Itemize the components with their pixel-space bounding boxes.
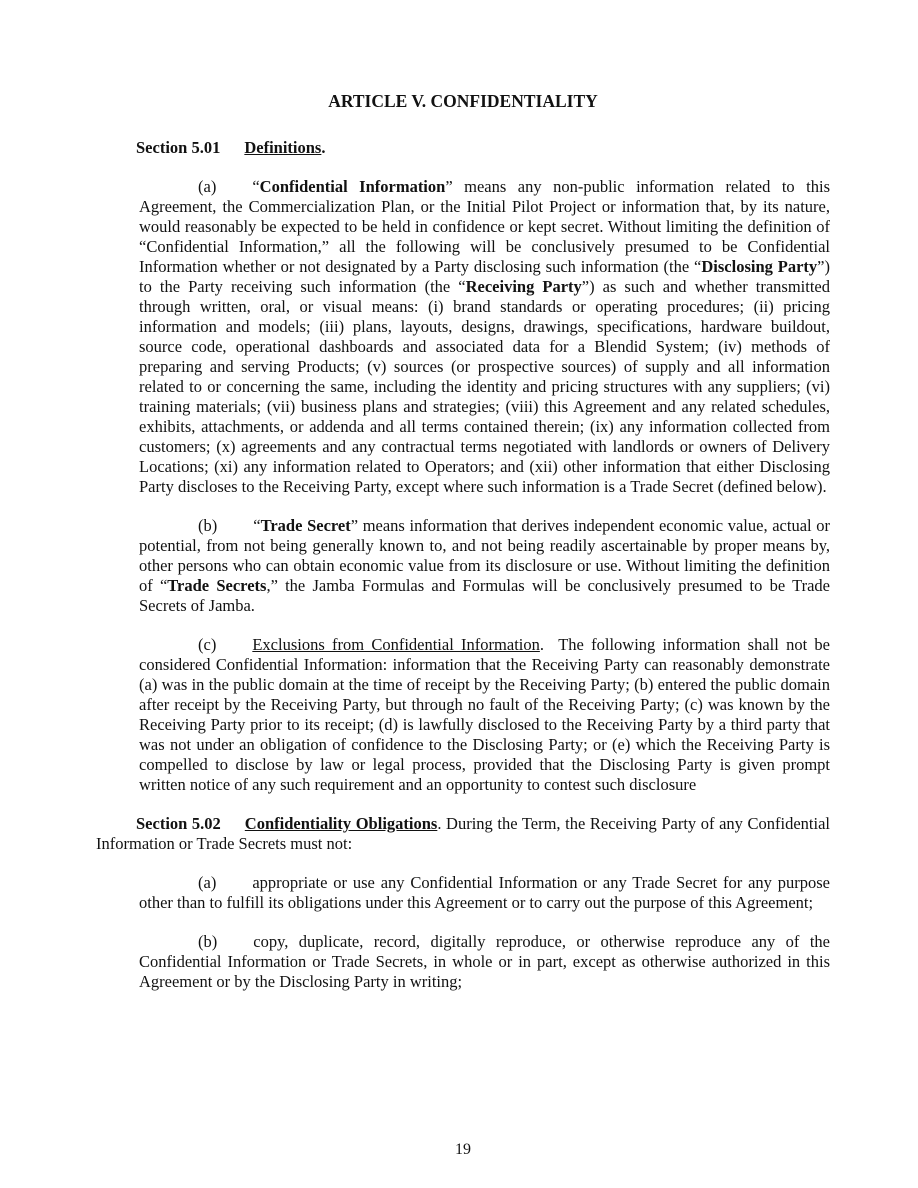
- article-title: ARTICLE V. CONFIDENTIALITY: [328, 91, 598, 111]
- text-run: (a): [198, 177, 217, 196]
- text-run: ” means information that derives independent economic value, actual or potential, from not being generally known to, and not being readily ascertainable by proper means by, other persons who can obtain economic value from its disclosure or use. Without limiting the definition of “: [139, 516, 830, 595]
- definition-confidential-information: [139, 177, 830, 497]
- text-run: Receiving Party: [465, 277, 582, 296]
- obligation-item-b: [139, 932, 830, 992]
- text-run: appropriate or use any Confidential Information or any Trade Secret for any purpose other than to fulfill its obligations under this Agreement or to carry out the purpose of this Agreement;: [139, 873, 830, 912]
- text-run: (b): [198, 516, 218, 535]
- text-run: . During the Term, the Receiving Party of any Confidential Information or Trade Secrets must not:: [96, 814, 830, 853]
- exclusions-from-confidential-information: [139, 635, 830, 795]
- page-number: 19: [455, 1141, 471, 1158]
- obligation-item-a: [139, 873, 830, 913]
- text-run: Confidentiality Obligations: [244, 814, 438, 833]
- section-5-02-heading: [96, 814, 830, 854]
- page-footer: [96, 1140, 830, 1160]
- text-run: (c): [198, 635, 217, 654]
- section-5-01-heading: [96, 138, 830, 158]
- text-run: copy, duplicate, record, digitally reproduce, or otherwise reproduce any of the Confidential Information or Trade Secrets, in whole or in part, except as otherwise authorized in this Agreement or by the Disclosing Party in writing;: [139, 932, 830, 991]
- text-run: Confidential Information: [259, 177, 446, 196]
- text-run: (a): [198, 873, 217, 892]
- definition-trade-secret: [139, 516, 830, 616]
- text-run: Section 5.02: [136, 814, 221, 833]
- text-run: ”) as such and whether transmitted through written, oral, or visual means: (i) brand standards or operating procedures; (ii) pricing information and models; (iii) plans, layouts, designs, drawings, specifications, hardware buildout, source code, operational dashboards and associated data for a Blendid System; (iv) methods of preparing and serving Products; (v) sources (or prospective sources) of supply and all information related to or concerning the same, including the identity and pricing structures with any suppliers; (vi) training materials; (vii) business plans and strategies; (viii) this Agreement and any related schedules, exhibits, attachments, or addenda and all terms contained therein; (ix) any information collected from customers; (x) agreements and any contractual terms negotiated with landlords or owners of Delivery Locations; (xi) any information related to Operators; and (xii) other information that either Disclosing Party discloses to the Receiving Party, except where such information is a Trade Secret (defined below).: [139, 277, 830, 496]
- text-run: Section 5.01: [136, 138, 221, 157]
- text-run: . The following information shall not be considered Confidential Information: information that the Receiving Party can reasonably demonstrate (a) was in the public domain at the time of receipt by the Receiving Party; (b) entered the public domain after receipt by the Receiving Party, but through no fault of the Receiving Party; (c) was known by the Receiving Party prior to its receipt; (d) is lawfully disclosed to the Receiving Party by a third party that was not under an obligation of confidence to the Disclosing Party; or (e) which the Receiving Party is compelled to disclose by law or legal process, provided that the Disclosing Party is given prompt written notice of any such requirement and an opportunity to contest such disclosure: [139, 635, 830, 794]
- text-run: (b): [198, 932, 218, 951]
- text-run: ,” the Jamba Formulas and Formulas will be conclusively presumed to be Trade Secrets of Jamba.: [139, 576, 830, 615]
- text-run: Trade Secret: [260, 516, 351, 535]
- text-run: Exclusions from Confidential Information: [252, 635, 540, 654]
- text-run: ”) to the Party receiving such information (the “: [139, 257, 830, 296]
- text-run: Disclosing Party: [701, 257, 818, 276]
- text-run: “: [253, 516, 261, 535]
- text-run: ” means any non-public information related to this Agreement, the Commercialization Plan, or the Initial Pilot Project or information that, by its nature, would reasonably be expected to be held in confidence or kept secret. Without limiting the definition of “Confidential Information,” all the following will be conclusively presumed to be Confidential Information whether or not designated by a Party disclosing such information (the “: [139, 177, 830, 276]
- text-run: Trade Secrets: [167, 576, 267, 595]
- text-run: .: [321, 138, 326, 157]
- text-run: “: [252, 177, 260, 196]
- text-run: Definitions: [244, 138, 322, 157]
